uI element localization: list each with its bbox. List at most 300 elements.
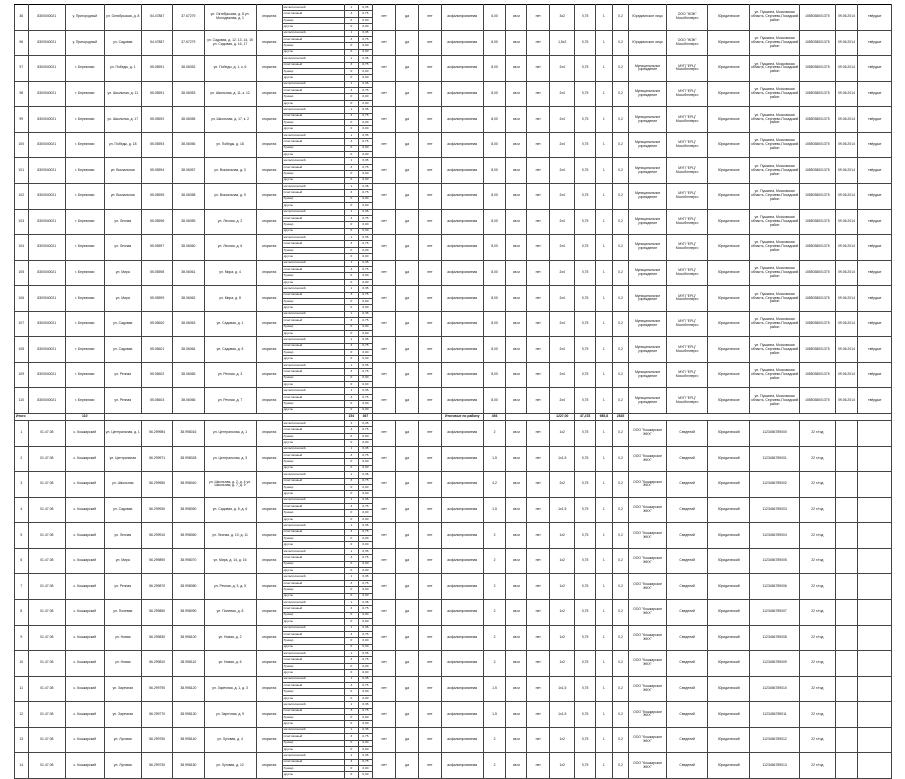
cell-fence: нет: [527, 81, 550, 107]
cell-v3: нет: [419, 158, 442, 184]
cell-v1: нет: [373, 676, 396, 702]
container-type: металлический: [282, 651, 344, 657]
container-type: пластиковый: [282, 708, 344, 714]
cell-kind: открытая: [256, 56, 282, 82]
cell-unit: кв.м: [506, 548, 527, 574]
cell-code: 01.47.08: [28, 574, 65, 600]
cell-settlement: с. Кошкарский: [66, 421, 105, 447]
cell-cnt: 1: [596, 599, 613, 625]
container-type: пластиковый: [282, 478, 344, 484]
cell-v3: нет: [419, 183, 442, 209]
container-count: 0: [345, 740, 359, 746]
container-type: бункер: [282, 433, 344, 439]
cell-dept: Юридическое: [708, 132, 750, 158]
cell-settlement: г. Березники: [66, 209, 105, 235]
cell-date: 09.06.2014: [835, 337, 858, 363]
cell-area: 8,00: [483, 311, 506, 337]
cell-owner: Муниципальное учреждение: [629, 56, 666, 82]
cell-adm: ул. Пушкина, Московская область, Сергиево-Посадский район: [750, 158, 800, 184]
container-volume: 0,35: [358, 574, 373, 580]
cell-cap: 0,2: [612, 727, 629, 753]
container-type: пластиковый: [282, 318, 344, 324]
cell-dims: 2х4: [550, 158, 575, 184]
cell-dims: 2х4: [550, 183, 575, 209]
container-count: 1: [345, 235, 359, 241]
container-volume: 0,35: [358, 472, 373, 478]
container-volume: 0,35: [358, 753, 373, 759]
cell-unit: кв.м: [506, 81, 527, 107]
cell-address: ул. Новая, д. 2: [204, 625, 256, 651]
cell-blank: [858, 548, 892, 574]
container-type: металлический: [282, 30, 344, 36]
cell-lat: 55.05593: [142, 132, 173, 158]
cell-kind: открытая: [256, 702, 282, 728]
cell-dept: Сведений: [666, 651, 708, 677]
table-row: [15, 311, 892, 317]
cell-num: 108: [15, 337, 29, 363]
cell-lat: 56.299750: [142, 727, 173, 753]
container-type: металлический: [282, 472, 344, 478]
cell-cap: 0,2: [612, 158, 629, 184]
cell-cnt: 1: [596, 235, 613, 261]
cell-date: 09.06.2014: [835, 56, 858, 82]
cell-cnt: 1: [596, 107, 613, 133]
container-volume: 0,75: [358, 555, 373, 561]
container-volume: 0,00: [358, 120, 373, 126]
cell-vol: 0,75: [575, 56, 596, 82]
cell-lat: 56.299971: [142, 446, 173, 472]
cell-date: 09.06.2014: [835, 5, 858, 31]
cell-address: ул. Лесная, д. 6: [204, 235, 256, 261]
cell-unit: кв.м: [506, 523, 527, 549]
container-type: металлический: [282, 56, 344, 62]
cell-v1: нет: [373, 337, 396, 363]
cell-owner: ООО "Кошкарское ЖКХ": [629, 421, 666, 447]
cell-dims: 1х1,5: [550, 676, 575, 702]
cell-v1: нет: [373, 625, 396, 651]
container-type: бункер: [282, 273, 344, 279]
cell-fence: нет: [527, 421, 550, 447]
cell-street: ул. Новая: [104, 625, 141, 651]
cell-num: 36: [15, 5, 29, 31]
cell-blank: [835, 497, 858, 523]
table-row: [15, 235, 892, 241]
summary-blank: [373, 414, 442, 421]
container-count: 0: [345, 305, 359, 311]
cell-surface: асфальтированная: [441, 548, 483, 574]
cell-area: 8,00: [483, 388, 506, 414]
cell-cnt: 1: [596, 286, 613, 312]
cell-vol: 0,75: [575, 286, 596, 312]
container-count: 0: [345, 120, 359, 126]
cell-lon: 38.998040: [173, 472, 204, 498]
table-row: [15, 625, 892, 631]
cell-dims: 1,5х2: [550, 30, 575, 56]
cell-v1: нет: [373, 421, 396, 447]
cell-code: 01.47.08: [28, 727, 65, 753]
container-volume: 0,00: [358, 689, 373, 695]
container-count: 0: [345, 587, 359, 593]
container-count: 0: [345, 516, 359, 522]
cell-fence: нет: [527, 362, 550, 388]
container-count: 0: [345, 151, 359, 157]
cell-code: 8300040021: [28, 235, 65, 261]
cell-address: ул. Заречная, д. 9: [204, 702, 256, 728]
cell-ogrn: 1123456789005: [750, 548, 800, 574]
cell-cap: 0,2: [612, 183, 629, 209]
cell-unit: кв.м: [506, 183, 527, 209]
cell-unit: кв.м: [506, 388, 527, 414]
cell-adm: ул. Пушкина, Московская область, Сергиево-Посадский район: [750, 286, 800, 312]
container-volume: 0,35: [358, 132, 373, 138]
cell-dims: 1х2: [550, 599, 575, 625]
cell-lon: 38.998028: [173, 446, 204, 472]
cell-v3: нет: [419, 30, 442, 56]
cell-dept: Юридическое: [708, 5, 750, 31]
container-count: 0: [345, 721, 359, 727]
cell-owner: Муниципальное учреждение: [629, 132, 666, 158]
container-volume: 0,00: [358, 695, 373, 701]
container-count: 3: [345, 139, 359, 145]
container-volume: 0,00: [358, 94, 373, 100]
cell-v1: нет: [373, 497, 396, 523]
cell-cnt: 1: [596, 497, 613, 523]
cell-dims: 1х2: [550, 727, 575, 753]
container-volume: 0,00: [358, 440, 373, 446]
container-type: другое: [282, 75, 344, 81]
container-volume: 0,35: [358, 599, 373, 605]
summary-d: 2845: [612, 414, 629, 421]
container-type: пластиковый: [282, 529, 344, 535]
container-type: пластиковый: [282, 139, 344, 145]
cell-address: ул. Садовая, д. 5, д. 6: [204, 497, 256, 523]
cell-v2: да: [396, 523, 419, 549]
container-count: 0: [345, 375, 359, 381]
container-volume: 0,35: [358, 311, 373, 317]
container-count: 1: [345, 107, 359, 113]
cell-lat: 55.05603: [142, 388, 173, 414]
cell-dims: 1х2: [550, 651, 575, 677]
cell-area: 4,2: [483, 472, 506, 498]
cell-lat: 56.299930: [142, 497, 173, 523]
container-volume: 0,75: [358, 343, 373, 349]
cell-num: 104: [15, 235, 29, 261]
container-volume: 0,35: [358, 235, 373, 241]
cell-dims: 2х4: [550, 56, 575, 82]
container-count: 0: [345, 350, 359, 356]
cell-v2: да: [396, 472, 419, 498]
cell-type: 22 т/год: [800, 599, 835, 625]
cell-ogrn: 1085038001375: [800, 183, 835, 209]
cell-street: ул. Октябрьская, д. 8: [104, 5, 141, 31]
cell-lon: 38.998070: [173, 548, 204, 574]
cell-dims: 1х2: [550, 574, 575, 600]
cell-blank: [858, 676, 892, 702]
cell-lon: 38.06053: [173, 81, 204, 107]
cell-kind: открытая: [256, 651, 282, 677]
container-count: 0: [345, 126, 359, 132]
cell-v1: нет: [373, 30, 396, 56]
cell-area: 8,00: [483, 158, 506, 184]
container-count: 1: [345, 753, 359, 759]
cell-area: 8,00: [483, 235, 506, 261]
cell-date: 09.06.2014: [835, 260, 858, 286]
cell-lon: 38.06064: [173, 337, 204, 363]
cell-dims: 1х2: [550, 523, 575, 549]
cell-address: ул. Луговая, д. 12: [204, 753, 256, 779]
cell-street: ул. Заречная: [104, 702, 141, 728]
cell-blank: [835, 574, 858, 600]
cell-surface: асфальтированная: [441, 56, 483, 82]
container-count: 1: [345, 497, 359, 503]
cell-kind: открытая: [256, 497, 282, 523]
container-type: другое: [282, 746, 344, 752]
container-count: 0: [345, 407, 359, 413]
cell-v3: нет: [419, 56, 442, 82]
cell-blank: [858, 523, 892, 549]
cell-dims: 2х4: [550, 235, 575, 261]
cell-adm: ул. Пушкина, Московская область, Сергиево-Посадский район: [750, 337, 800, 363]
container-volume: 0,00: [358, 407, 373, 413]
cell-v1: нет: [373, 5, 396, 31]
cell-lon: 38.998100: [173, 625, 204, 651]
container-count: 1: [345, 311, 359, 317]
container-type: другое: [282, 305, 344, 311]
cell-dims: 2х4: [550, 260, 575, 286]
cell-cnt: 1: [596, 523, 613, 549]
cell-unit: кв.м: [506, 30, 527, 56]
cell-date: 09.06.2014: [835, 235, 858, 261]
cell-kind: открытая: [256, 5, 282, 31]
cell-cap: 0,2: [612, 209, 629, 235]
container-count: 3: [345, 267, 359, 273]
cell-vol: 0,75: [575, 676, 596, 702]
cell-num: 10: [15, 651, 29, 677]
cell-lat: 56.299910: [142, 523, 173, 549]
cell-area: 1,5: [483, 702, 506, 728]
cell-lon: 38.06059: [173, 209, 204, 235]
container-count: 0: [345, 714, 359, 720]
cell-fence: нет: [527, 5, 550, 31]
container-volume: 0,00: [358, 663, 373, 669]
container-count: 0: [345, 324, 359, 330]
cell-lat: 55.05598: [142, 260, 173, 286]
container-volume: 0,00: [358, 567, 373, 573]
container-count: 1: [345, 523, 359, 529]
container-count: 0: [345, 459, 359, 465]
cell-v3: нет: [419, 388, 442, 414]
container-count: 0: [345, 94, 359, 100]
cell-owner: Муниципальное учреждение: [629, 311, 666, 337]
container-volume: 0,00: [358, 126, 373, 132]
cell-num: 99: [15, 107, 29, 133]
container-count: 1: [345, 56, 359, 62]
container-type: другое: [282, 516, 344, 522]
container-volume: 0,35: [358, 497, 373, 503]
container-volume: 0,75: [358, 113, 373, 119]
cell-surface: асфальтированная: [441, 388, 483, 414]
container-volume: 0,00: [358, 43, 373, 49]
cell-blank: [858, 446, 892, 472]
container-volume: 0,00: [358, 222, 373, 228]
container-count: 0: [345, 746, 359, 752]
cell-num: 3: [15, 472, 29, 498]
cell-surface: асфальтированная: [441, 727, 483, 753]
container-volume: 0,00: [358, 228, 373, 234]
cell-dept: Сведений: [666, 702, 708, 728]
cell-code: 8300040021: [28, 362, 65, 388]
cell-kind: открытая: [256, 132, 282, 158]
cell-v2: да: [396, 362, 419, 388]
cell-type: 22 т/год: [800, 523, 835, 549]
cell-area: 8,00: [483, 209, 506, 235]
cell-cap: 0,2: [612, 286, 629, 312]
cell-vol: 0,75: [575, 625, 596, 651]
cell-owner: Муниципальное учреждение: [629, 260, 666, 286]
cell-num: 110: [15, 388, 29, 414]
container-volume: 0,00: [358, 75, 373, 81]
cell-cnt: 1: [596, 183, 613, 209]
cell-unit: кв.м: [506, 362, 527, 388]
cell-ogrn: 1085038001375: [800, 388, 835, 414]
cell-code: 8300040021: [28, 388, 65, 414]
cell-surface: асфальтированная: [441, 5, 483, 31]
cell-street: ул. Заречная: [104, 676, 141, 702]
cell-surface: асфальтированная: [441, 676, 483, 702]
cell-dept: Юридическое: [708, 209, 750, 235]
cell-surface: асфальтированная: [441, 30, 483, 56]
container-volume: 0,00: [358, 714, 373, 720]
container-type: пластиковый: [282, 190, 344, 196]
container-volume: 0,75: [358, 394, 373, 400]
cell-v2: да: [396, 286, 419, 312]
container-count: 0: [345, 228, 359, 234]
container-count: 3: [345, 190, 359, 196]
container-volume: 0,75: [358, 657, 373, 663]
cell-code: 01.47.08: [28, 651, 65, 677]
cell-lat: 55.05594: [142, 158, 173, 184]
cell-v1: нет: [373, 651, 396, 677]
container-count: 3: [345, 394, 359, 400]
container-type: другое: [282, 151, 344, 157]
cell-v2: да: [396, 30, 419, 56]
cell-address: ул. Мира, д. 4: [204, 260, 256, 286]
container-type: другое: [282, 721, 344, 727]
cell-v2: да: [396, 388, 419, 414]
cell-type: твёрдые: [858, 311, 892, 337]
container-volume: 0,35: [358, 523, 373, 529]
cell-lon: 38.998130: [173, 702, 204, 728]
table-row: [15, 286, 892, 292]
container-count: 3: [345, 427, 359, 433]
container-volume: 0,00: [358, 670, 373, 676]
cell-v1: нет: [373, 56, 396, 82]
cell-dims: 1х1,5: [550, 702, 575, 728]
cell-kind: открытая: [256, 30, 282, 56]
cell-settlement: с. Кошкарский: [66, 651, 105, 677]
cell-surface: асфальтированная: [441, 260, 483, 286]
cell-num: 107: [15, 311, 29, 337]
cell-settlement: с. Кошкарский: [66, 472, 105, 498]
container-count: 0: [345, 567, 359, 573]
container-type: металлический: [282, 5, 344, 11]
cell-code: 01.47.08: [28, 446, 65, 472]
container-volume: 0,00: [358, 24, 373, 30]
cell-v3: нет: [419, 286, 442, 312]
container-type: другое: [282, 567, 344, 573]
container-volume: 0,35: [358, 183, 373, 189]
container-volume: 0,35: [358, 158, 373, 164]
cell-lat: 56.299830: [142, 625, 173, 651]
cell-area: 6,00: [483, 5, 506, 31]
container-volume: 0,75: [358, 292, 373, 298]
cell-fence: нет: [527, 625, 550, 651]
cell-owner: Муниципальное учреждение: [629, 388, 666, 414]
container-volume: 0,00: [358, 273, 373, 279]
cell-dims: 1х2: [550, 625, 575, 651]
container-count: 0: [345, 465, 359, 471]
cell-vol: 0,75: [575, 362, 596, 388]
cell-address: ул. Полевая, д. 8: [204, 599, 256, 625]
cell-unit: кв.м: [506, 209, 527, 235]
container-count: 3: [345, 164, 359, 170]
cell-vol: 0,75: [575, 311, 596, 337]
cell-v3: нет: [419, 727, 442, 753]
cell-lat: 56.299730: [142, 753, 173, 779]
container-count: 3: [345, 88, 359, 94]
cell-address: ул. Лесная, д. 2: [204, 209, 256, 235]
container-volume: 0,35: [358, 702, 373, 708]
container-type: бункер: [282, 68, 344, 74]
cell-street: ул. Мира: [104, 260, 141, 286]
container-count: 0: [345, 510, 359, 516]
cell-fence: нет: [527, 107, 550, 133]
summary-section: Итоговые по району: [441, 414, 483, 421]
container-volume: 0,35: [358, 209, 373, 215]
container-type: другое: [282, 772, 344, 778]
container-type: металлический: [282, 625, 344, 631]
container-volume: 0,00: [358, 401, 373, 407]
cell-blank: [858, 651, 892, 677]
cell-area: 2: [483, 523, 506, 549]
cell-code: 01.47.08: [28, 599, 65, 625]
container-volume: 0,00: [358, 638, 373, 644]
cell-cnt: 1: [596, 5, 613, 31]
container-volume: 0,00: [358, 305, 373, 311]
cell-vol: 0,75: [575, 574, 596, 600]
container-count: 0: [345, 766, 359, 772]
cell-dept: Сведений: [666, 497, 708, 523]
cell-adm: ул. Пушкина, Московская область, Сергиево-Посадский район: [750, 209, 800, 235]
cell-num: 109: [15, 362, 29, 388]
table-row: [15, 107, 892, 113]
container-volume: 0,75: [358, 504, 373, 510]
cell-lon: 38.998060: [173, 523, 204, 549]
cell-lat: 55.05591: [142, 56, 173, 82]
cell-type: твёрдые: [858, 362, 892, 388]
container-count: 0: [345, 561, 359, 567]
cell-v2: да: [396, 421, 419, 447]
container-count: 0: [345, 663, 359, 669]
cell-dept: Сведений: [666, 523, 708, 549]
cell-owner: Юридическое лицо: [629, 5, 666, 31]
container-type: металлический: [282, 158, 344, 164]
table-row: [15, 30, 892, 36]
cell-area: 6,00: [483, 30, 506, 56]
cell-date: 09.06.2014: [835, 286, 858, 312]
cell-v3: нет: [419, 574, 442, 600]
cell-lon: 38.998140: [173, 727, 204, 753]
